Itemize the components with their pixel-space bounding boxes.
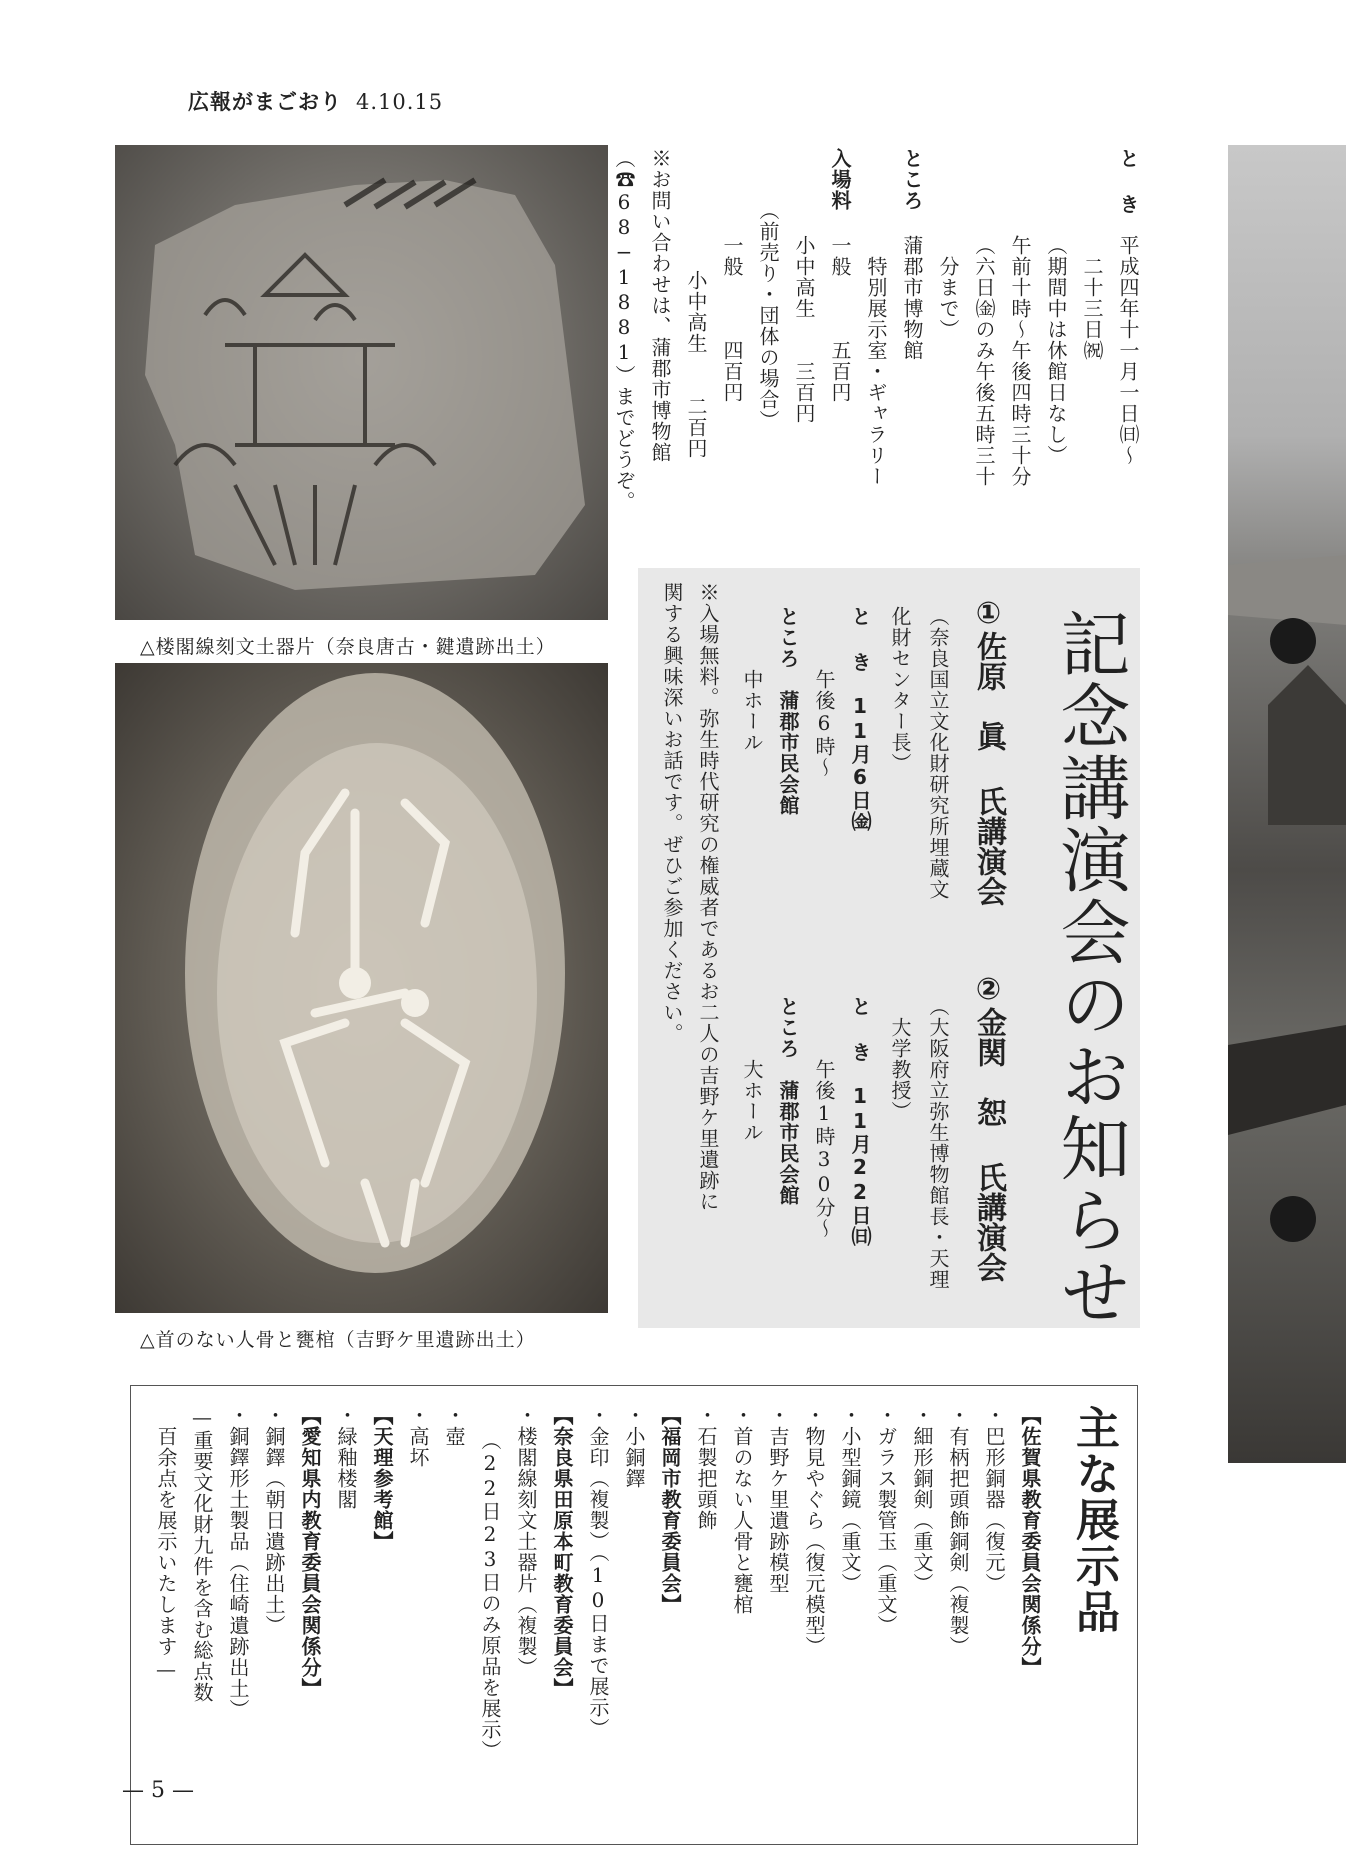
tokoro-line2: 特別展示室・ギャラリー [864,235,888,487]
lecture1-time: 午後6時〜 [812,606,836,778]
group2-heading: 【福岡市教育委員会】 [658,1405,682,1615]
group5-heading: 【愛知県内教育委員会関係分】 [298,1405,322,1699]
contact-line1: ※お問い合わせは、蒲郡市博物館 [648,148,672,463]
exhibit-item: ・巴形銅器（復元） [982,1405,1006,1594]
exhibit-item: ・石製把頭飾 [694,1405,718,1531]
lecture1-hall: 中ホール [740,606,764,753]
fee-line2: 小中高生 三百円 [792,235,816,424]
exhibit-item: ・緑釉楼閣 [334,1405,358,1510]
toki-line5: （六日㈮のみ午後五時三十 [972,235,996,487]
exhibit-item: ・金印（複製）（10日まで展示） [586,1405,610,1739]
toki-line3: （期間中は休館日なし） [1044,235,1068,466]
exhibit-item: ・小型銅鏡（重文） [838,1405,862,1594]
group3-heading: 【奈良県田原本町教育委員会】 [550,1405,574,1699]
fee-line4: 一般 四百円 [720,235,744,403]
exhibit-item: ・銅鐸形土製品（住崎遺跡出土） [226,1405,250,1720]
exhibits-title: 主な展示品 [1068,1405,1119,1635]
exhibits-summary-2: 百余点を展示いたします— [154,1405,178,1682]
exhibit-item: ・高坏 [406,1405,430,1468]
exhibit-item: ・ガラス製管玉（重文） [874,1405,898,1636]
fee-line5: 小中高生 二百円 [684,270,708,459]
lecture2-hall: 大ホール [740,996,764,1143]
exhibit-item: ・首のない人骨と甕棺 [730,1405,754,1615]
lecture1-date: と き 11月6日㈮ [848,606,872,832]
binder-hole-top [1270,618,1316,664]
lecture2-affiliation-2: 大学教授） [888,996,912,1122]
publication-title: 広報がまごおり [188,90,342,114]
binder-hole-bottom [1270,1196,1316,1242]
exhibit-item: ・有柄把頭飾銅剣（複製） [946,1405,970,1657]
lecture2-date: と き 11月22日㈰ [848,996,872,1247]
exhibit-item: ・細形銅剣（重文） [910,1405,934,1594]
tokoro-line1: 蒲郡市博物館 [900,235,924,361]
fee-line1: 一般 五百円 [828,235,852,403]
pottery-shard-photo [115,145,608,620]
exhibit-item: ・銅鐸（朝日遺跡出土） [262,1405,286,1636]
toki-line2: 二十三日㈷ [1080,235,1104,361]
page-number: — 5 — [122,1778,194,1803]
lecture-title: 記念講演会のお知らせ [1049,608,1131,1328]
photo1-caption: △楼閣線刻文土器片（奈良唐古・鍵遺跡出土） [140,636,556,658]
publication-date: 4.10.15 [356,90,444,114]
photo2-caption: △首のない人骨と甕棺（吉野ケ里遺跡出土） [140,1329,536,1351]
tokoro-label: ところ [900,148,924,211]
contact-line2: （☎68−1881）までどうぞ。 [612,148,636,512]
skeleton-jar-coffin-photo [115,663,608,1313]
exhibit-item-note: （22日23日のみ原品を展示） [478,1430,502,1761]
exhibit-item: ・小銅鐸 [622,1405,646,1489]
lecture2-time: 午後1時30分〜 [812,996,836,1239]
site-landscape-photo [1228,145,1346,1463]
toki-label: と き [1116,148,1140,215]
toki-line6: 分まで） [936,235,960,340]
fee-line3: （前売り・団体の場合） [756,200,780,431]
exhibit-item: ・吉野ケ里遺跡模型 [766,1405,790,1594]
lecture2-affiliation-1: （大阪府立弥生博物館長・天理 [926,996,950,1290]
exhibit-item: ・物見やぐら（復元模型） [802,1405,826,1657]
group4-heading: 【天理参考館】 [370,1405,394,1552]
exhibit-item: ・楼閣線刻文土器片（複製） [514,1405,538,1678]
page-header [188,86,443,116]
group1-heading: 【佐賀県教育委員会関係分】 [1018,1405,1042,1678]
lecture-note-2: 関する興味深いお話です。ぜひご参加ください。 [660,582,684,1044]
lecture2-title: ②金関 恕 氏講演会 [971,972,1006,1282]
exhibits-summary-1: —重要文化財九件を含む総点数 [190,1405,214,1703]
lecture1-affiliation-2: 化財センター長） [888,606,912,774]
lecture-note-1: ※入場無料。弥生時代研究の権威者であるお二人の吉野ケ里遺跡に [696,582,720,1212]
toki-line1: 平成四年十一月一日㈰〜 [1116,235,1140,466]
toki-line4: 午前十時〜午後四時三十分 [1008,235,1032,487]
fee-label: 入場料 [828,148,852,211]
exhibit-item: ・壺 [442,1405,466,1447]
lecture2-venue: ところ 蒲郡市民会館 [776,996,800,1206]
lecture1-venue: ところ 蒲郡市民会館 [776,606,800,816]
lecture1-title: ①佐原 眞 氏講演会 [971,596,1006,906]
lecture1-affiliation-1: （奈良国立文化財研究所埋蔵文 [926,606,950,900]
